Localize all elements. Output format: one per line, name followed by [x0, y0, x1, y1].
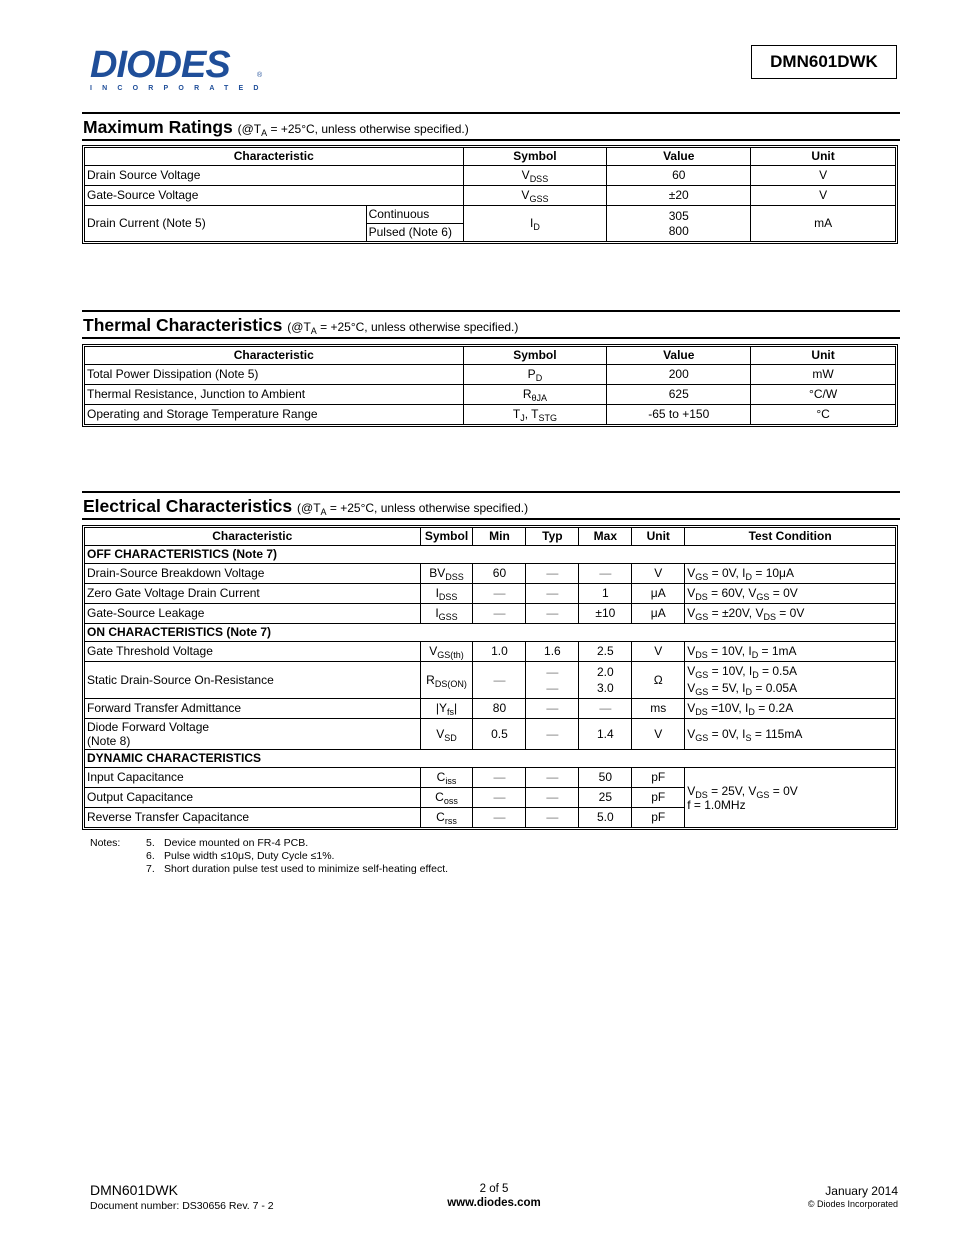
table-row: Forward Transfer Admittance $|Y_{fs}|$ 80 — — ms $V_{DS} =10V$, $I_D = 0.2A$: [85, 699, 896, 719]
thermal-table: [84, 346, 896, 425]
table-row: Reverse Transfer Capacitance $C_{rss}$ — — 5.0 pF: [85, 808, 896, 828]
footer-copyright: © Diodes Incorporated: [807, 1199, 898, 1209]
logo-wordmark: DIODES: [90, 44, 230, 86]
table-row: Zero Gate Voltage Drain Current $I_{DSS}$ — — 1 μA $V_{DS} = 60V$, $V_{GS} = 0V$: [85, 584, 896, 604]
table-row: Drain Current (Note 5) Continuous $I_D$ 305 800 mA: [85, 206, 896, 224]
note-item: Device mounted on FR-4 PCB.: [164, 837, 309, 849]
footer-website-link[interactable]: www.diodes.com: [447, 1197, 541, 1209]
electrical-table: [84, 527, 896, 828]
header-symbol: Symbol: [420, 528, 473, 546]
section-rule: [82, 112, 900, 114]
table-row: Thermal Resistance, Junction to Ambient $R_{\theta JA}$ 625 °C/W: [85, 385, 896, 405]
note-item: Short duration pulse test used to minimize self-heating effect.: [164, 863, 449, 875]
group-header-row: OFF CHARACTERISTICS (Note 7): [85, 546, 896, 564]
table-row: Input Capacitance $C_{iss}$ — — 50 pF $V_{DS} = 25V$, $V_{GS} = 0V$ f = 1.0MHz: [85, 768, 896, 788]
header-characteristic: Characteristic: [85, 347, 464, 365]
table-row: Drain-Source Breakdown Voltage $BV_{DSS}$ 60 — — V $V_{GS} = 0V$, $I_D = 10\mu A$: [85, 564, 896, 584]
header-max: Max: [579, 528, 632, 546]
table-row: Operating and Storage Temperature Range $T_J$, $T_{STG}$ -65 to +150 °C: [85, 405, 896, 425]
footer-date: January 2014: [825, 1184, 898, 1198]
section-rule: [82, 310, 900, 312]
header-characteristic: Characteristic: [85, 528, 421, 546]
table-row: Gate-Source Leakage $I_{GSS}$ — — ±10 μA $V_{GS} = \pm 20V$, $V_{DS} = 0V$: [85, 604, 896, 624]
footer-page-number: 2 of 5: [479, 1183, 509, 1195]
max-ratings-table: [84, 147, 896, 242]
section-title-electrical: Electrical Characteristics ($@T_A = +25^\circ C$, unless otherwise specified.): [83, 496, 529, 517]
header-test-condition: Test Condition: [685, 528, 896, 546]
group-header-row: ON CHARACTERISTICS (Note 7): [85, 624, 896, 642]
table-row: Static Drain-Source On-Resistance $R_{DS(ON)}$ — — — 2.0 3.0 Ω $V_{GS} = 10V$, $I_D = 0.5A$ $V_{GS} = 5V$, $I_D = 0.05A$: [85, 662, 896, 699]
section-title-thermal: Thermal Characteristics ($@T_A = +25^\circ C$, unless otherwise specified.): [83, 315, 519, 336]
registered-mark: ®: [257, 72, 263, 79]
table-row: Diode Forward Voltage (Note 8) $V_{SD}$ 0.5 — 1.4 V $V_{GS} = 0V$, $I_S = 115mA$: [85, 719, 896, 750]
table-row: Gate-Source Voltage $V_{GSS}$ ±20 V: [85, 186, 896, 206]
part-number-box: DMN601DWK: [751, 45, 897, 79]
header-typ: Typ: [526, 528, 579, 546]
header-value: Value: [607, 148, 751, 166]
section-rule: [82, 518, 900, 520]
header-symbol: Symbol: [463, 347, 607, 365]
footer-document-number: Document number: DS30656 Rev. 7 - 2: [90, 1200, 274, 1212]
table-row: Drain Source Voltage $V_{DSS}$ 60 V: [85, 166, 896, 186]
header-value: Value: [607, 347, 751, 365]
header-unit: Unit: [751, 148, 896, 166]
header-unit: Unit: [751, 347, 896, 365]
table-row: Total Power Dissipation (Note 5) $P_D$ 200 mW: [85, 365, 896, 385]
diodes-logo: [90, 44, 269, 92]
section-rule: [82, 491, 900, 493]
header-symbol: Symbol: [463, 148, 607, 166]
note-item: Pulse width ≤10μS, Duty Cycle ≤1%.: [164, 850, 335, 862]
section-rule: [82, 337, 900, 339]
table-row: Pulsed (Note 6): [85, 224, 896, 242]
section-title-max-ratings: Maximum Ratings ($@T_A = +25^\circ C$, unless otherwise specified.): [83, 117, 469, 138]
logo-subtitle: INCORPORATED: [90, 85, 269, 92]
notes-label: Notes:: [90, 837, 121, 849]
section-rule: [82, 139, 900, 141]
header-min: Min: [473, 528, 526, 546]
notes: Notes: 5. Device mounted on FR-4 PCB. 6. Pulse width ≤10μS, Duty Cycle ≤1%. 7. Short duration pulse test used to minimize self-heating effect.: [90, 837, 449, 875]
header-characteristic: Characteristic: [85, 148, 464, 166]
footer-part-number: DMN601DWK: [90, 1182, 178, 1198]
group-header-row: DYNAMIC CHARACTERISTICS: [85, 750, 896, 768]
header-unit: Unit: [632, 528, 685, 546]
table-row: Gate Threshold Voltage $V_{GS(th)}$ 1.0 1.6 2.5 V $V_{DS} = 10V$, $I_D = 1mA$: [85, 642, 896, 662]
table-row: Output Capacitance $C_{oss}$ — — 25 pF: [85, 788, 896, 808]
